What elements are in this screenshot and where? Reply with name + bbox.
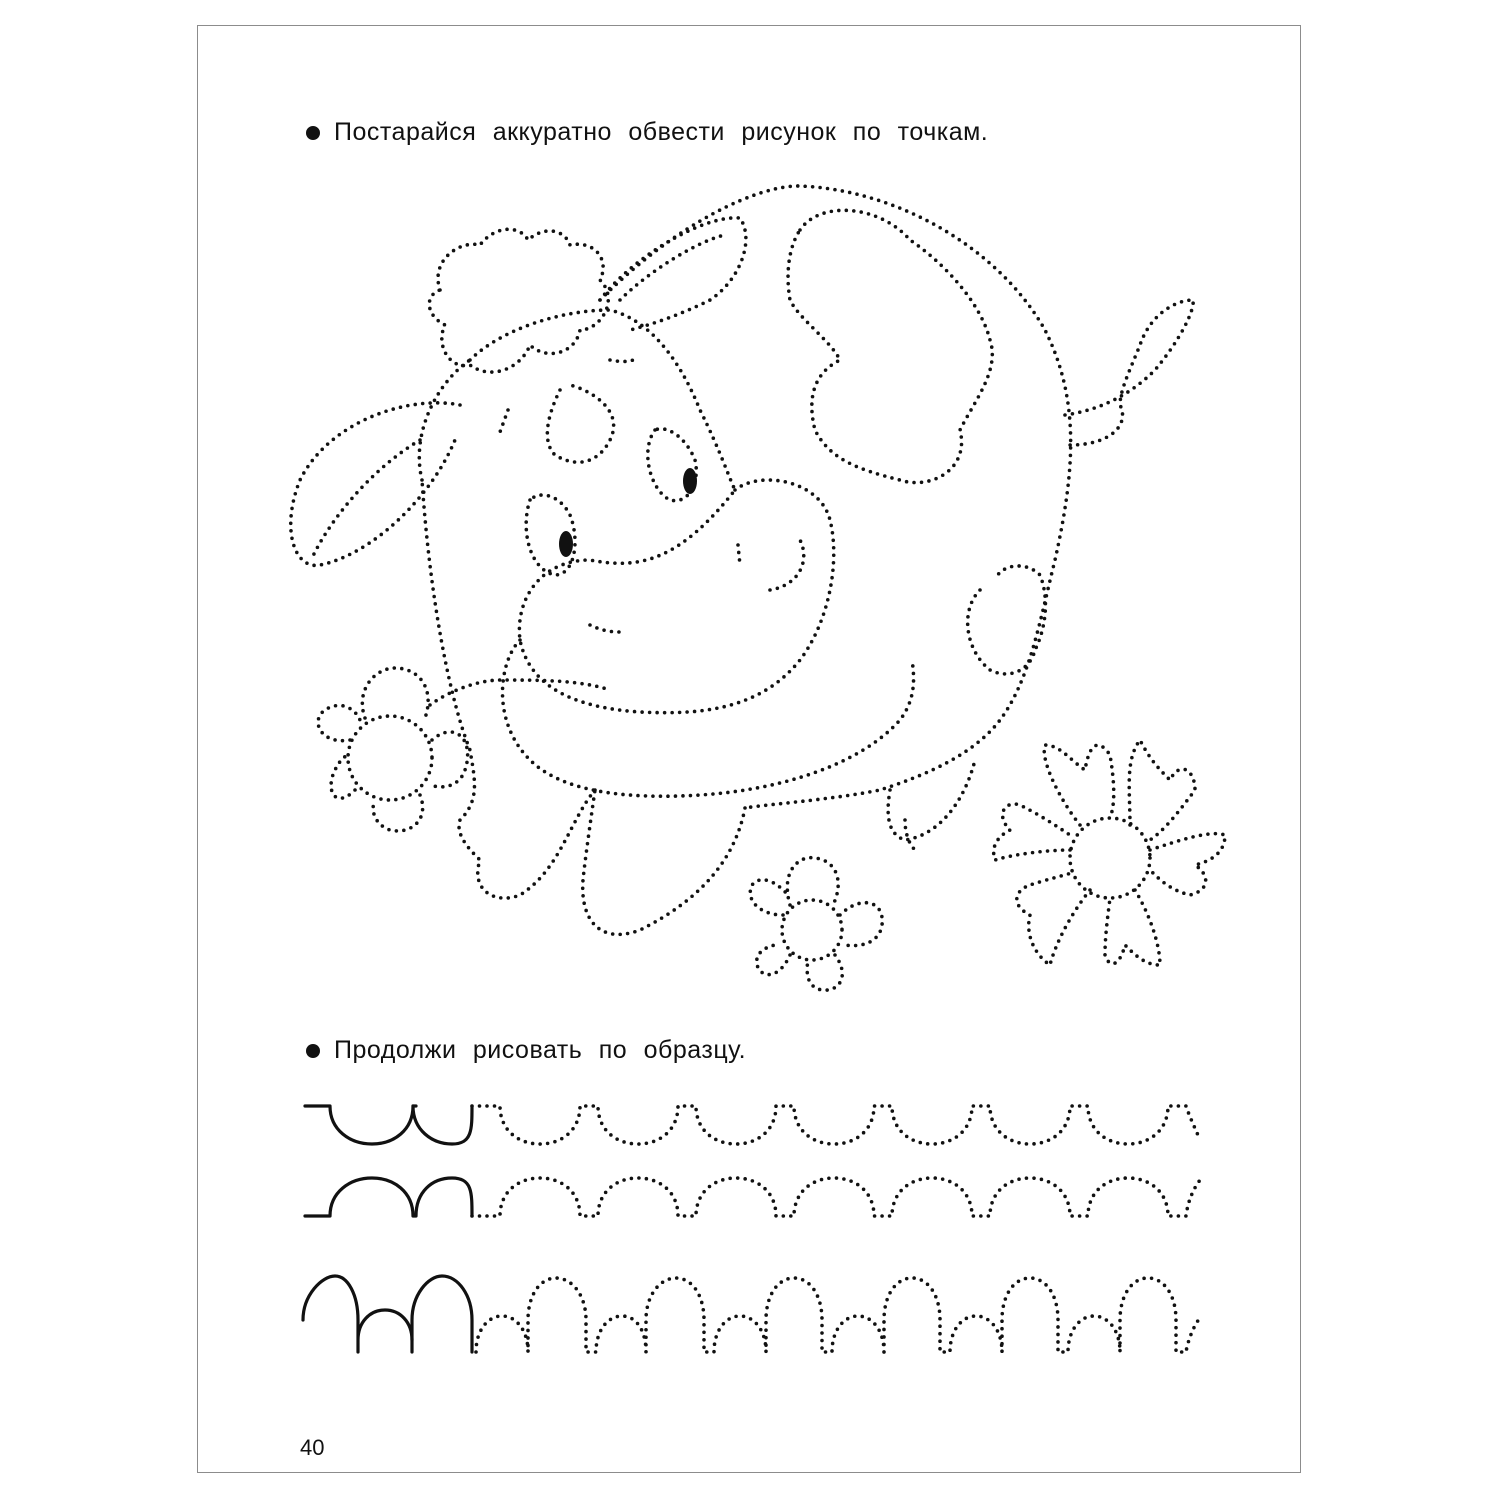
flower-icon xyxy=(318,668,610,831)
page-number: 40 xyxy=(300,1435,325,1460)
instruction-text: Продолжи рисовать по образцу. xyxy=(334,1036,747,1064)
instruction-text: Постарайся аккуратно обвести рисунок по точкам. xyxy=(334,118,989,146)
bullet-icon xyxy=(306,1044,320,1058)
pattern-sample-row-3 xyxy=(303,1276,472,1352)
pattern-sample-row-2 xyxy=(305,1178,472,1216)
cow-eye-icon xyxy=(559,531,573,557)
flower-icon xyxy=(994,740,1225,965)
cow-icon xyxy=(291,186,1193,934)
instruction-continue-pattern xyxy=(306,1036,746,1065)
pattern-sample-row-1 xyxy=(305,1106,472,1144)
pattern-trace-row-1 xyxy=(472,1106,1200,1144)
cow-eye-icon xyxy=(683,468,697,494)
pattern-trace-row-2 xyxy=(472,1178,1200,1216)
flower-icon xyxy=(750,858,882,991)
pattern-trace-row-3 xyxy=(476,1278,1200,1352)
